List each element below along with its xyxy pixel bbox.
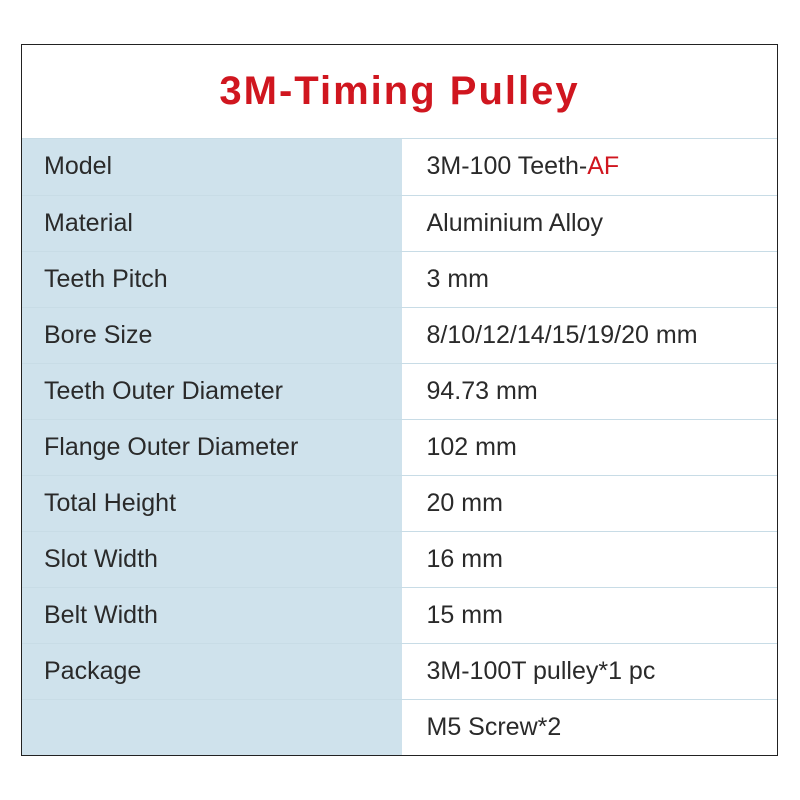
table-row [22, 363, 777, 419]
table-row [22, 139, 777, 195]
row-value: 8/10/12/14/15/19/20 mm [402, 307, 777, 363]
table-row [22, 475, 777, 531]
page-title: 3M-Timing Pulley [219, 69, 580, 113]
row-label: Flange Outer Diameter [22, 419, 402, 475]
row-value: Aluminium Alloy [402, 195, 777, 251]
row-label: Bore Size [22, 307, 402, 363]
table-row [22, 587, 777, 643]
model-value: 3M-100 Teeth- [426, 152, 588, 181]
row-label: Slot Width [22, 531, 402, 587]
row-label: Total Height [22, 475, 402, 531]
row-value: 3 mm [402, 251, 777, 307]
table-row [22, 699, 777, 755]
row-value: 16 mm [402, 531, 777, 587]
table-row [22, 419, 777, 475]
table-row [22, 643, 777, 699]
table-row [22, 251, 777, 307]
row-label [22, 699, 402, 755]
row-label: Teeth Outer Diameter [22, 363, 402, 419]
table-row [22, 531, 777, 587]
row-value [402, 139, 777, 195]
table-row [22, 195, 777, 251]
table-row [22, 307, 777, 363]
spec-table [22, 139, 777, 755]
row-label: Teeth Pitch [22, 251, 402, 307]
title-row [22, 45, 777, 139]
spec-sheet [21, 44, 778, 756]
row-value: 15 mm [402, 587, 777, 643]
row-label: Model [22, 139, 402, 195]
row-label: Belt Width [22, 587, 402, 643]
row-value: 102 mm [402, 419, 777, 475]
model-suffix: AF [587, 152, 620, 181]
row-value: 3M-100T pulley*1 pc [402, 643, 777, 699]
row-value: M5 Screw*2 [402, 699, 777, 755]
row-value: 94.73 mm [402, 363, 777, 419]
row-label: Material [22, 195, 402, 251]
row-value: 20 mm [402, 475, 777, 531]
row-label: Package [22, 643, 402, 699]
